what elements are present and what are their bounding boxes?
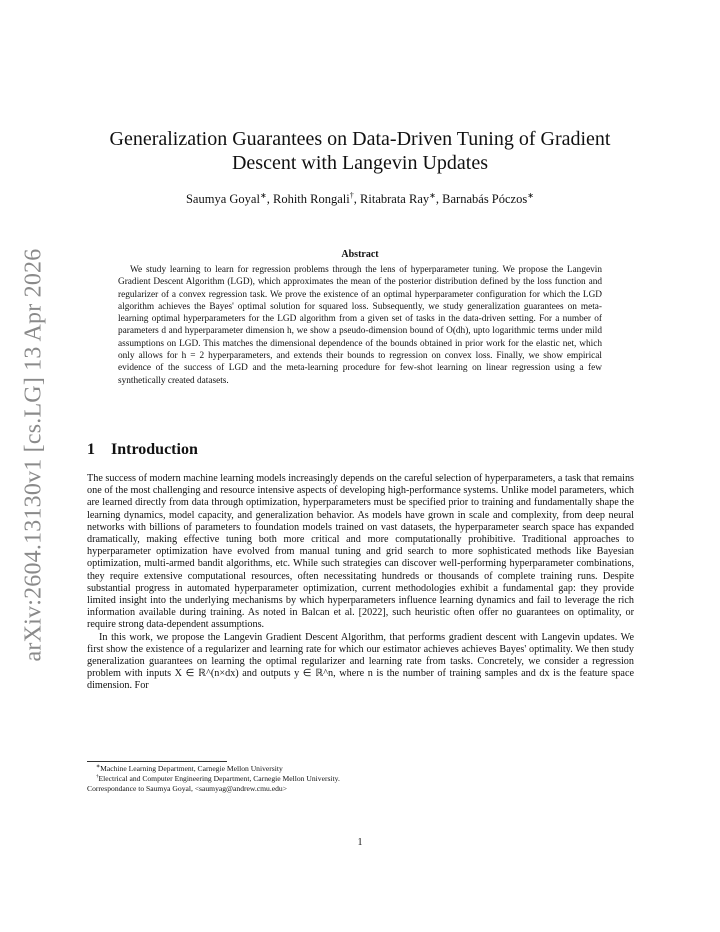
footnote [87, 764, 634, 774]
footnote-divider [87, 761, 227, 762]
abstract-heading: Abstract [341, 249, 379, 260]
section-number: 1 [87, 441, 95, 458]
author-name: Ritabrata Ray [360, 192, 430, 206]
footnote-text: Correspondance to Saumya Goyal, <saumyag@andrew.cmu.edu> [87, 784, 288, 793]
author-affiliation-mark: ∗ [527, 190, 535, 200]
footnote [87, 774, 634, 784]
arxiv-identifier [14, 248, 54, 662]
body-paragraph: In this work, we propose the Langevin Gradient Descent Algorithm, that performs gradient descent with Langevin updates. We first show the existence of a regularizer and learning rate for which our estimator achieves achieves Bayes' optimality. We then study generalization guarantees on learning the optimal regularizer and learning rate from tasks. Concretely, we consider a regression problem with inputs X ∈ ℝ^(n×dx) and outputs y ∈ ℝ^n, where n is the number of training samples and dx is the feature space dimension. For [87, 631, 634, 692]
page-number: 1 [357, 837, 363, 848]
footnotes [87, 764, 634, 794]
body-paragraph: The success of modern machine learning models increasingly depends on the careful selection of hyperparameters, a task that remains one of the most challenging and resource intensive aspects of developing high-performance systems. Unlike model parameters, which are learned directly from data through optimization, hyperparameters must be specified prior to training and fundamentally shape the learning dynamics, model capacity, and generalization behavior. As models have grown in scale and complexity, from deep neural networks with billions of parameters to foundation models trained on vast datasets, the hyperparameter search space has expanded dramatically, making effective tuning both more critical and more computationally prohibitive. Traditional approaches to hyperparameter optimization have evolved from manual tuning and grid search to more sophisticated methods like Bayesian optimization, multi-armed bandit algorithms, etc. While such strategies can discover well-performing hyperparameter combinations, they require extensive computational resources, often necessitating hundreds or thousands of complete training runs. Despite substantial progress in automated hyperparameter optimization, current methodologies exhibit a fundamental gap: they provide limited insight into the underlying mechanisms by which hyperparameters influence learning dynamics and fail to leverage the rich information available during training. As noted in Balcan et al. [2022], such heuristic often offer no guarantees on optimality, or require strong data-dependent assumptions. [87, 473, 634, 631]
footnote-text: Electrical and Computer Engineering Department, Carnegie Mellon University. [98, 774, 340, 783]
section-title: Introduction [111, 441, 198, 458]
footnote-text: Machine Learning Department, Carnegie Mellon University [100, 764, 283, 773]
author-list: Saumya Goyal∗, Rohith Rongali†, Ritabrata Ray∗, Barnabás Póczos∗ [185, 190, 535, 206]
author-name: Rohith Rongali [272, 192, 350, 206]
author-name: Saumya Goyal [185, 192, 260, 206]
arxiv-identifier-text: arXiv:2604.13130v1 [cs.LG] 13 Apr 2026 [20, 248, 47, 662]
footnote [87, 784, 634, 794]
footnote-mark: ∗ [96, 764, 101, 770]
author-affiliation-mark: † [349, 190, 354, 200]
abstract-text: We study learning to learn for regression problems through the lens of hyperparameter tuning. We propose the Langevin Gradient Descent Algorithm (LGD), which approximates the mean of the posterior distribution defined by the loss function and regularizer of a convex regression task. We prove the existence of an optimal hyperparameter configuration for which the LGD algorithm achieves the Bayes' optimal solution for squared loss. Subsequently, we study generalization guarantees on meta-learning optimal hyperparameters for the LGD algorithm from a given set of tasks in the data-driven setting. For a number of parameters d and hyperparameter dimension h, we show a pseudo-dimension bound of O(dh), upto logarithmic terms under mild assumptions on LGD. This matches the dimensional dependence of the bounds obtained in prior work for the elastic net, which only allows for h = 2 hyperparameters, and extends their bounds to regression on convex loss. Finally, we show empirical evidence of the success of LGD and the meta-learning procedure for few-shot learning on linear regression using a few synthetically created datasets. [118, 265, 602, 386]
section-heading [87, 441, 198, 459]
section-body [87, 473, 634, 693]
footnote-mark: † [96, 774, 99, 780]
author-name: Barnabás Póczos [442, 192, 528, 206]
paper-title: Generalization Guarantees on Data-Driven Tuning of Gradient Descent with Langevin Updates [109, 128, 611, 174]
author-affiliation-mark: ∗ [259, 190, 267, 200]
author-affiliation-mark: ∗ [429, 190, 436, 200]
